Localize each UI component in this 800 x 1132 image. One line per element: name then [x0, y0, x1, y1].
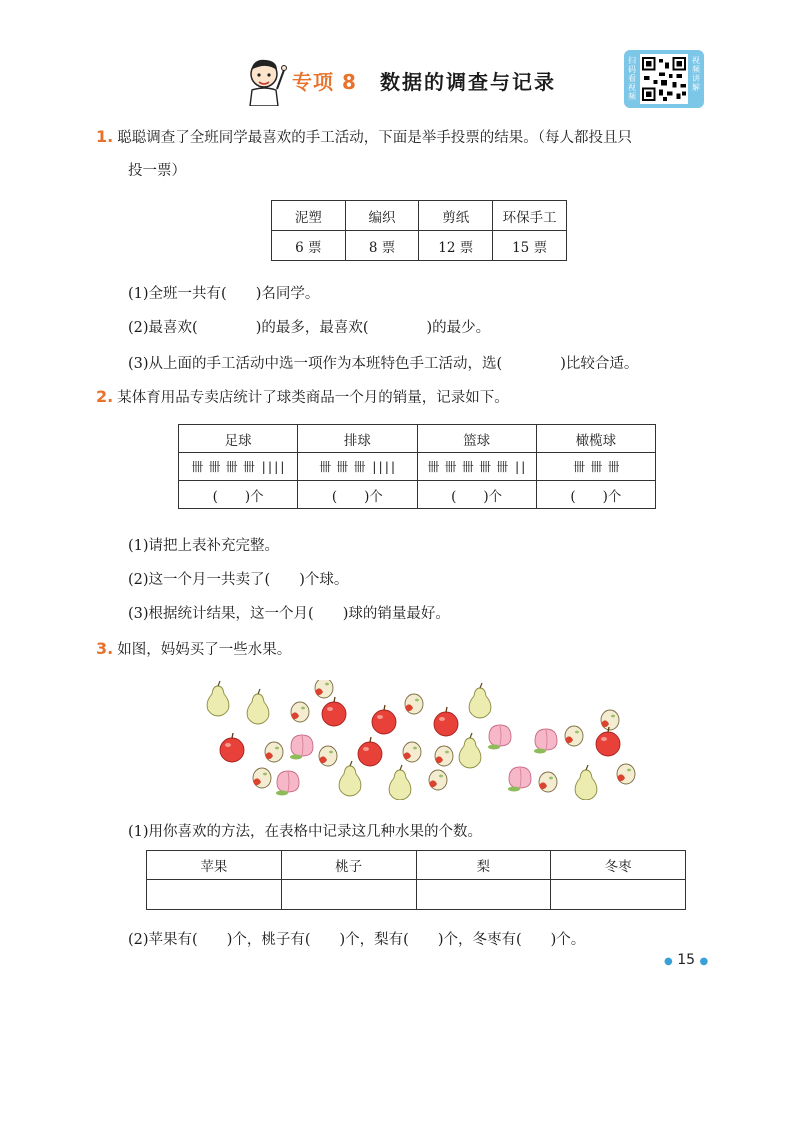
table-header: 梨: [416, 851, 551, 880]
blank-cell[interactable]: ( )个: [179, 481, 298, 509]
table-cell: 15 票: [493, 231, 567, 261]
q3-sub-2[interactable]: (2)苹果有( )个，桃子有( )个，梨有( )个，冬枣有( )个。: [128, 932, 586, 948]
vote-table: [271, 200, 567, 261]
tally-cell: 卌 卌 卌 卌 卌 ||: [417, 453, 536, 481]
answer-cell[interactable]: [281, 880, 416, 910]
table-header: 橄榄球: [536, 425, 655, 453]
q1-sub-1[interactable]: (1)全班一共有( )名同学。: [128, 286, 320, 302]
dot-icon: ●: [699, 956, 709, 967]
table-cell: 12 票: [419, 231, 493, 261]
qr-left-label: 扫码看视频: [628, 56, 636, 101]
blank-cell[interactable]: ( )个: [536, 481, 655, 509]
table-header: 苹果: [147, 851, 282, 880]
question-1: [96, 126, 716, 149]
question-number: 1.: [96, 127, 114, 146]
table-cell: 6 票: [272, 231, 346, 261]
fruit-table: [146, 850, 686, 910]
q2-sub-1[interactable]: (1)请把上表补充完整。: [128, 538, 280, 554]
mascot-icon: [244, 56, 288, 106]
section-number: 专项 8: [292, 70, 357, 94]
table-header: 足球: [179, 425, 298, 453]
question-text: 某体育用品专卖店统计了球类商品一个月的销量，记录如下。: [117, 390, 509, 406]
sales-table: [178, 424, 656, 509]
page-number: ● 15 ●: [664, 952, 709, 968]
question-number: 3.: [96, 639, 114, 658]
answer-cell[interactable]: [147, 880, 282, 910]
dot-icon: ●: [664, 956, 673, 967]
qr-code-icon: [640, 54, 688, 104]
q2-sub-2[interactable]: (2)这一个月一共卖了( )个球。: [128, 572, 349, 588]
q2-sub-3[interactable]: (3)根据统计结果，这一个月( )球的销量最好。: [128, 606, 450, 622]
q1-sub-2[interactable]: (2)最喜欢( )的最多，最喜欢( )的最少。: [128, 320, 491, 336]
table-header: 冬枣: [551, 851, 686, 880]
blank-cell[interactable]: ( )个: [298, 481, 417, 509]
page-title: 数据的调查与记录: [380, 70, 556, 94]
table-header: 桃子: [281, 851, 416, 880]
tally-cell: 卌 卌 卌 ||||: [298, 453, 417, 481]
fruit-illustration: [200, 680, 640, 800]
blank-cell[interactable]: ( )个: [417, 481, 536, 509]
question-1-cont: 投一票）: [128, 163, 186, 179]
table-header: 剪纸: [419, 201, 493, 231]
tally-cell: 卌 卌 卌: [536, 453, 655, 481]
q3-sub-1: (1)用你喜欢的方法，在表格中记录这几种水果的个数。: [128, 824, 483, 840]
table-header: 篮球: [417, 425, 536, 453]
qr-right-label: 视频讲解: [692, 56, 700, 92]
q1-sub-3[interactable]: (3)从上面的手工活动中选一项作为本班特色手工活动，选( )比较合适。: [128, 356, 639, 372]
question-2: [96, 386, 716, 409]
question-text: 如图，妈妈买了一些水果。: [117, 642, 292, 658]
table-header: 环保手工: [493, 201, 567, 231]
answer-cell[interactable]: [551, 880, 686, 910]
table-header: 排球: [298, 425, 417, 453]
qr-code-panel[interactable]: [624, 50, 704, 108]
question-text: 聪聪调查了全班同学最喜欢的手工活动，下面是举手投票的结果。（每人都投且只: [117, 130, 632, 146]
tally-cell: 卌 卌 卌 卌 ||||: [179, 453, 298, 481]
answer-cell[interactable]: [416, 880, 551, 910]
table-header: 泥塑: [272, 201, 346, 231]
question-3: [96, 638, 716, 661]
table-cell: 8 票: [345, 231, 419, 261]
table-header: 编织: [345, 201, 419, 231]
question-number: 2.: [96, 387, 114, 406]
